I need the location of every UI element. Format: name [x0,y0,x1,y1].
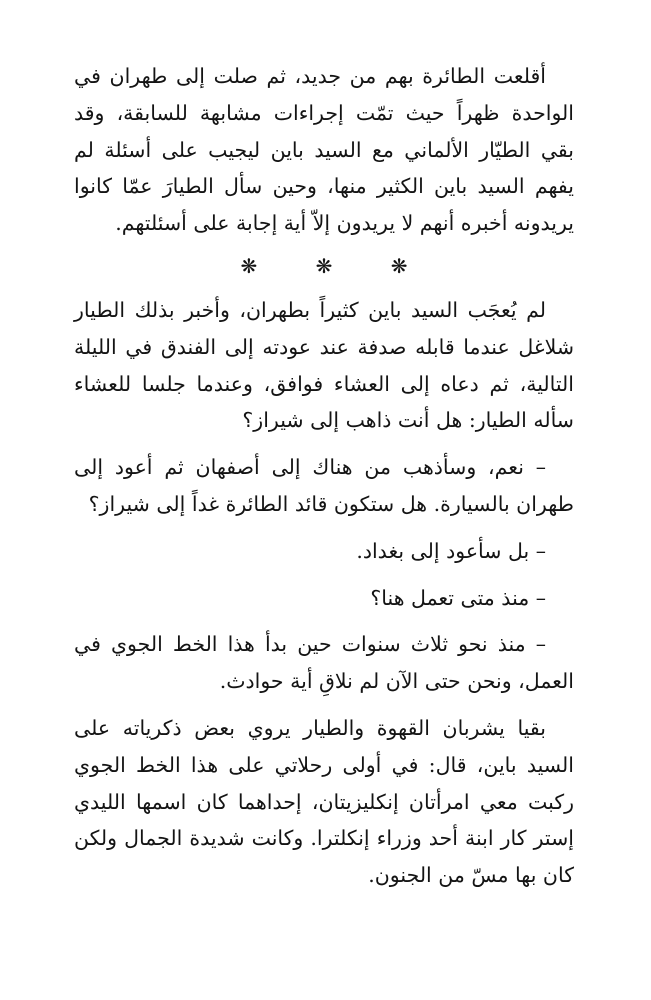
dialogue-line-three-years: – منذ نحو ثلاث سنوات حين بدأ هذا الخط الجوي في العمل، ونحن حتى الآن لم نلاقِ أية حوادث. [74,632,574,694]
paragraph-takeoff-tehran: أقلعت الطائرة بهم من جديد، ثم صلت إلى طهران في الواحدة ظهراً حيث تمّت إجراءات مشابهة للسابقة، وقد بقي الطيّار الألماني مع السيد باين ليجيب على أسئلة لم يفهم السيد باين الكثير منها، وحين سأل الطيارَ عمّا كانوا يريدونه أخبره أنهم لا يريدون إلاّ أية إجابة على أسئلتهم. [74,64,574,236]
book-page [74,58,574,894]
paragraph-pilot-memories: بقيا يشربان القهوة والطيار يروي بعض ذكرياته على السيد باين، قال: في أولى رحلاتي على هذا الخط الجوي ركبت معي امرأتان إنكليزيتان، إحداهما كان اسمها الليدي إستر كار ابنة أحد وزراء إنكلترا. وكانت شديدة الجمال ولكن كان بها مسّ من الجنون. [74,715,574,888]
section-separator-asterisks: ❋ ❋ ❋ [240,253,434,278]
dialogue-line-return-baghdad: – بل سأعود إلى بغداد. [356,538,546,563]
dialogue-line-shiraz-isfahan: – نعم، وسأذهب من هناك إلى أصفهان ثم أعود إلى طهران بالسيارة. هل ستكون قائد الطائرة غداً إلى شيراز؟ [74,455,574,516]
dialogue-line-how-long: – منذ متى تعمل هنا؟ [370,585,546,610]
paragraph-dinner-invitation: لم يُعجَب السيد باين كثيراً بطهران، وأخبر بذلك الطيار شلاغل عندما قابله صدفة عند عودته إلى الفندق في الليلة التالية، ثم دعاه إلى العشاء فوافق، وعندما جلسا للعشاء سأله الطيار: هل أنت ذاهب إلى شيراز؟ [74,297,574,433]
